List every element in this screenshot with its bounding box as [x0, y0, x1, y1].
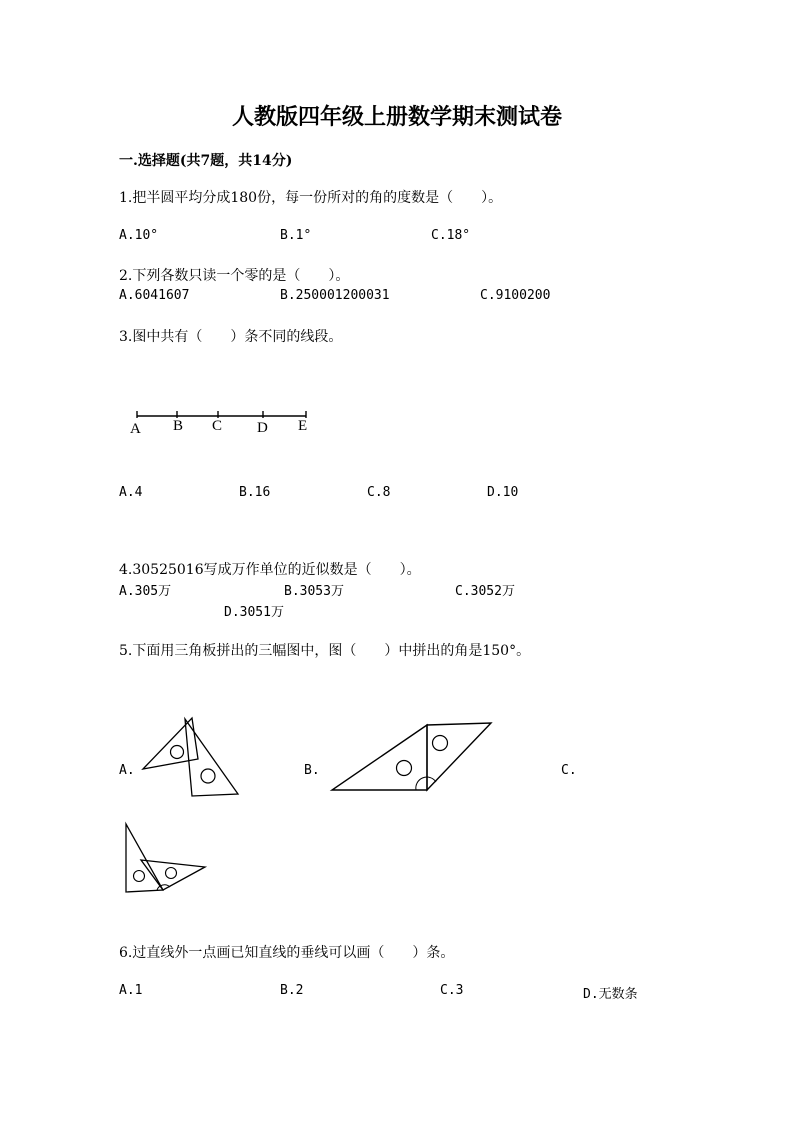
- question-1-option-c: C.18°: [431, 228, 471, 243]
- question-5-option-c: C.: [561, 763, 577, 778]
- point-label-b: B: [173, 418, 184, 434]
- question-5-option-a: A.: [119, 763, 135, 778]
- question-1-stem: 1.把半圆平均分成180份，每一份所对的角的度数是（ ）。: [119, 190, 503, 206]
- page-title: 人教版四年级上册数学期末测试卷: [231, 104, 562, 130]
- question-6-option-b: B.2: [280, 983, 304, 998]
- section-heading: 一.选择题(共7题，共14分): [119, 153, 293, 169]
- point-label-a: A: [130, 421, 141, 437]
- question-1-option-b: B.1°: [280, 228, 312, 243]
- line-segment-figure: [125, 405, 325, 440]
- question-6-option-c: C.3: [440, 983, 464, 998]
- question-4-option-c: C.3052万: [455, 584, 515, 599]
- question-4-stem: 4.30525016写成万作单位的近似数是（ ）。: [119, 562, 421, 578]
- point-label-d: D: [257, 420, 268, 436]
- question-4-option-d: D.3051万: [224, 605, 284, 620]
- question-6-stem: 6.过直线外一点画已知直线的垂线可以画（ ）条。: [119, 945, 455, 961]
- question-5-option-b: B.: [304, 763, 320, 778]
- question-1-option-a: A.10°: [119, 228, 159, 243]
- question-2-stem: 2.下列各数只读一个零的是（ ）。: [119, 268, 350, 284]
- question-6-option-d: D.无数条: [583, 987, 638, 1002]
- question-3-option-d: D.10: [487, 485, 519, 500]
- question-3-option-c: C.8: [367, 485, 391, 500]
- question-3-option-a: A.4: [119, 485, 143, 500]
- point-label-e: E: [298, 418, 308, 434]
- question-2-option-a: A.6041607: [119, 288, 190, 303]
- question-4-option-b: B.3053万: [284, 584, 344, 599]
- question-3-option-b: B.16: [239, 485, 271, 500]
- question-3-stem: 3.图中共有（ ）条不同的线段。: [119, 329, 343, 345]
- question-5-stem: 5.下面用三角板拼出的三幅图中，图（ ）中拼出的角是150°。: [119, 643, 531, 659]
- question-2-option-c: C.9100200: [480, 288, 551, 303]
- question-6-option-a: A.1: [119, 983, 143, 998]
- triangle-figure-c: [123, 822, 208, 894]
- point-label-c: C: [212, 418, 223, 434]
- triangle-figure-b: [330, 720, 495, 795]
- question-2-option-b: B.250001200031: [280, 288, 390, 303]
- question-4-option-a: A.305万: [119, 584, 172, 599]
- triangle-figure-a: [140, 714, 240, 796]
